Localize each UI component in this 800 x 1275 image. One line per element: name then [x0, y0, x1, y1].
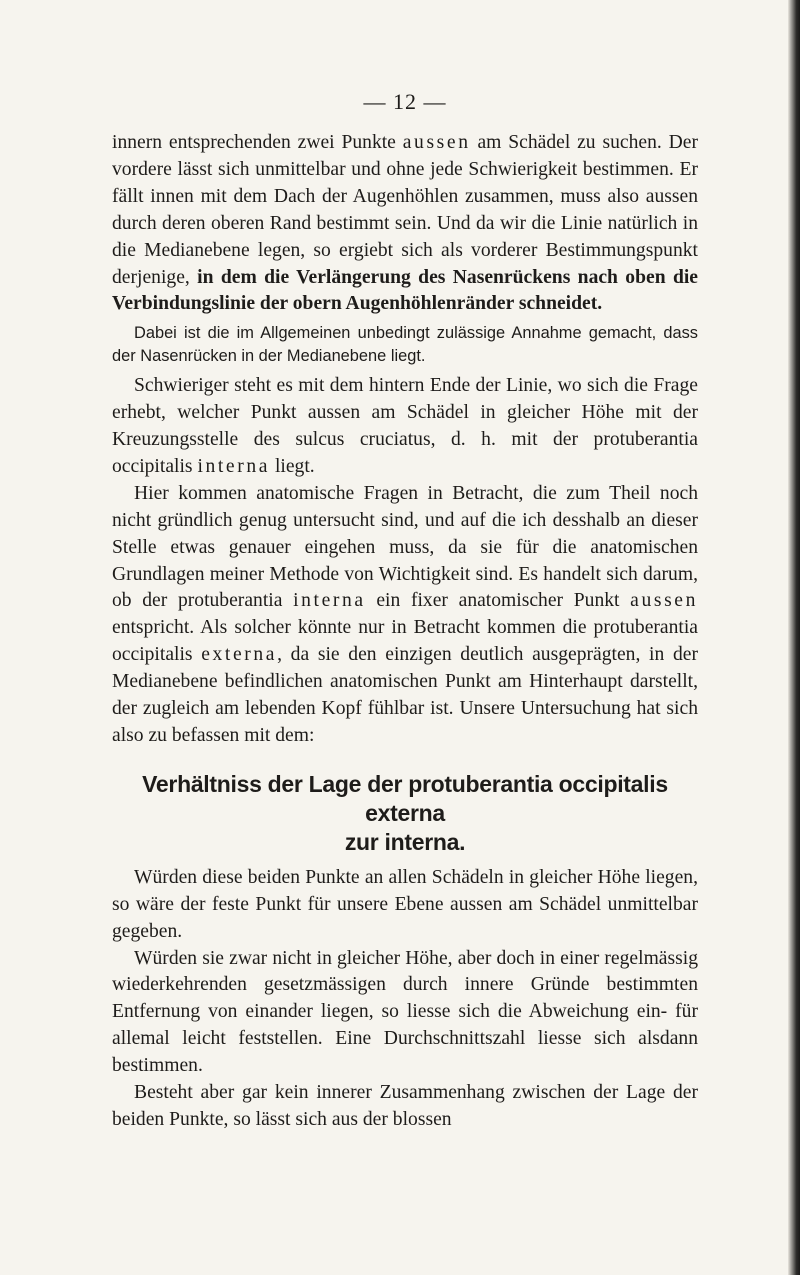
page-edge-shadow — [788, 0, 800, 1275]
p3-text-c: entspricht. Als solcher könnte nur in Betracht kommen die protuberantia occipitalis — [112, 617, 698, 666]
paragraph-1 — [112, 130, 698, 318]
p3-text-b: ein fixer anatomischer Punkt — [365, 590, 631, 612]
section-heading-line-1: Verhältniss der Lage der protuberantia occipitalis externa — [142, 770, 668, 826]
p3-text-a: Hier kommen anatomische Fragen in Betracht, die zum Theil noch nicht gründlich genug untersucht sind, und auf die ich desshalb an dieser Stelle etwas genauer eingehen muss, da sie für die anatomischen Grundlagen meiner Methode von Wichtigkeit sind. Es handelt sich darum, ob der protuberantia — [112, 482, 698, 612]
p1-spaced-aussen: aussen — [402, 132, 471, 153]
page-text-block — [112, 88, 698, 1134]
paragraph-2 — [112, 373, 698, 481]
section-heading-line-2: zur interna. — [344, 828, 466, 855]
p3-spaced-interna: interna — [293, 590, 366, 612]
p1-text-a: innern entsprechenden zwei Punkte — [112, 132, 403, 153]
p2-text-b: liegt. — [270, 455, 315, 477]
p3-spaced-aussen: aussen — [630, 590, 698, 612]
p2-spaced-interna: interna — [197, 455, 271, 477]
paragraph-3 — [112, 481, 698, 750]
paragraph-6: Besteht aber gar kein innerer Zusammenhang zwischen der Lage der beiden Punkte, so lässt sich aus der blossen — [112, 1082, 698, 1130]
page-number: — 12 — — [363, 89, 447, 114]
p2-text-a: Schwieriger steht es mit dem hintern Ende der Linie, wo sich die Frage erhebt, welcher Punkt aussen am Schädel in gleicher Höhe mit der Kreuzungsstelle des sulcus cruciatus, d. h. mit der protuberantia occipitalis — [112, 375, 698, 477]
footnote-remark: Dabei ist die im Allgemeinen unbedingt zulässige Annahme gemacht, dass der Nasenrücken in der Medianebene liegt. — [112, 324, 698, 365]
p3-spaced-externa: externa — [201, 644, 278, 666]
p1-text-b: am Schädel zu suchen. Der vordere lässt sich unmittelbar und ohne jede Schwierigkeit bestimmen. Er fällt innen mit dem Dach der Augenhöhlen zusammen, muss also aussen durch deren oberen Rand bestimmt sein. Und da wir die Linie natürlich in die Medianebene legen, so ergiebt sich als vorderer Bestimmungspunkt derjenige, — [112, 132, 698, 288]
p1-bold-definition: in dem die Verlängerung des Nasenrückens nach oben die Verbindungslinie der obern Augenhöhlenränder schneidet. — [112, 266, 698, 315]
paragraph-5: Würden sie zwar nicht in gleicher Höhe, aber doch in einer regelmässig wiederkehrenden gesetzmässigen durch innere Gründe bestimmten Entfernung von einander liegen, so liesse sich die Abweichung ein- für allemal leicht feststellen. Eine Durchschnittszahl liesse sich alsdann bestimmen. — [112, 947, 698, 1077]
paragraph-4: Würden diese beiden Punkte an allen Schädeln in gleicher Höhe liegen, so wäre der feste Punkt für unsere Ebene aussen am Schädel unmittelbar gegeben. — [112, 866, 698, 942]
section-heading — [112, 770, 698, 857]
p3-text-d: , da sie den einzigen deutlich ausgeprägten, in der Medianebene befindlichen anatomischen Punkt am Hinterhaupt darstellt, der zugleich am lebenden Kopf fühlbar ist. Unsere Untersuchung hat sich also zu befassen mit dem: — [112, 644, 698, 746]
